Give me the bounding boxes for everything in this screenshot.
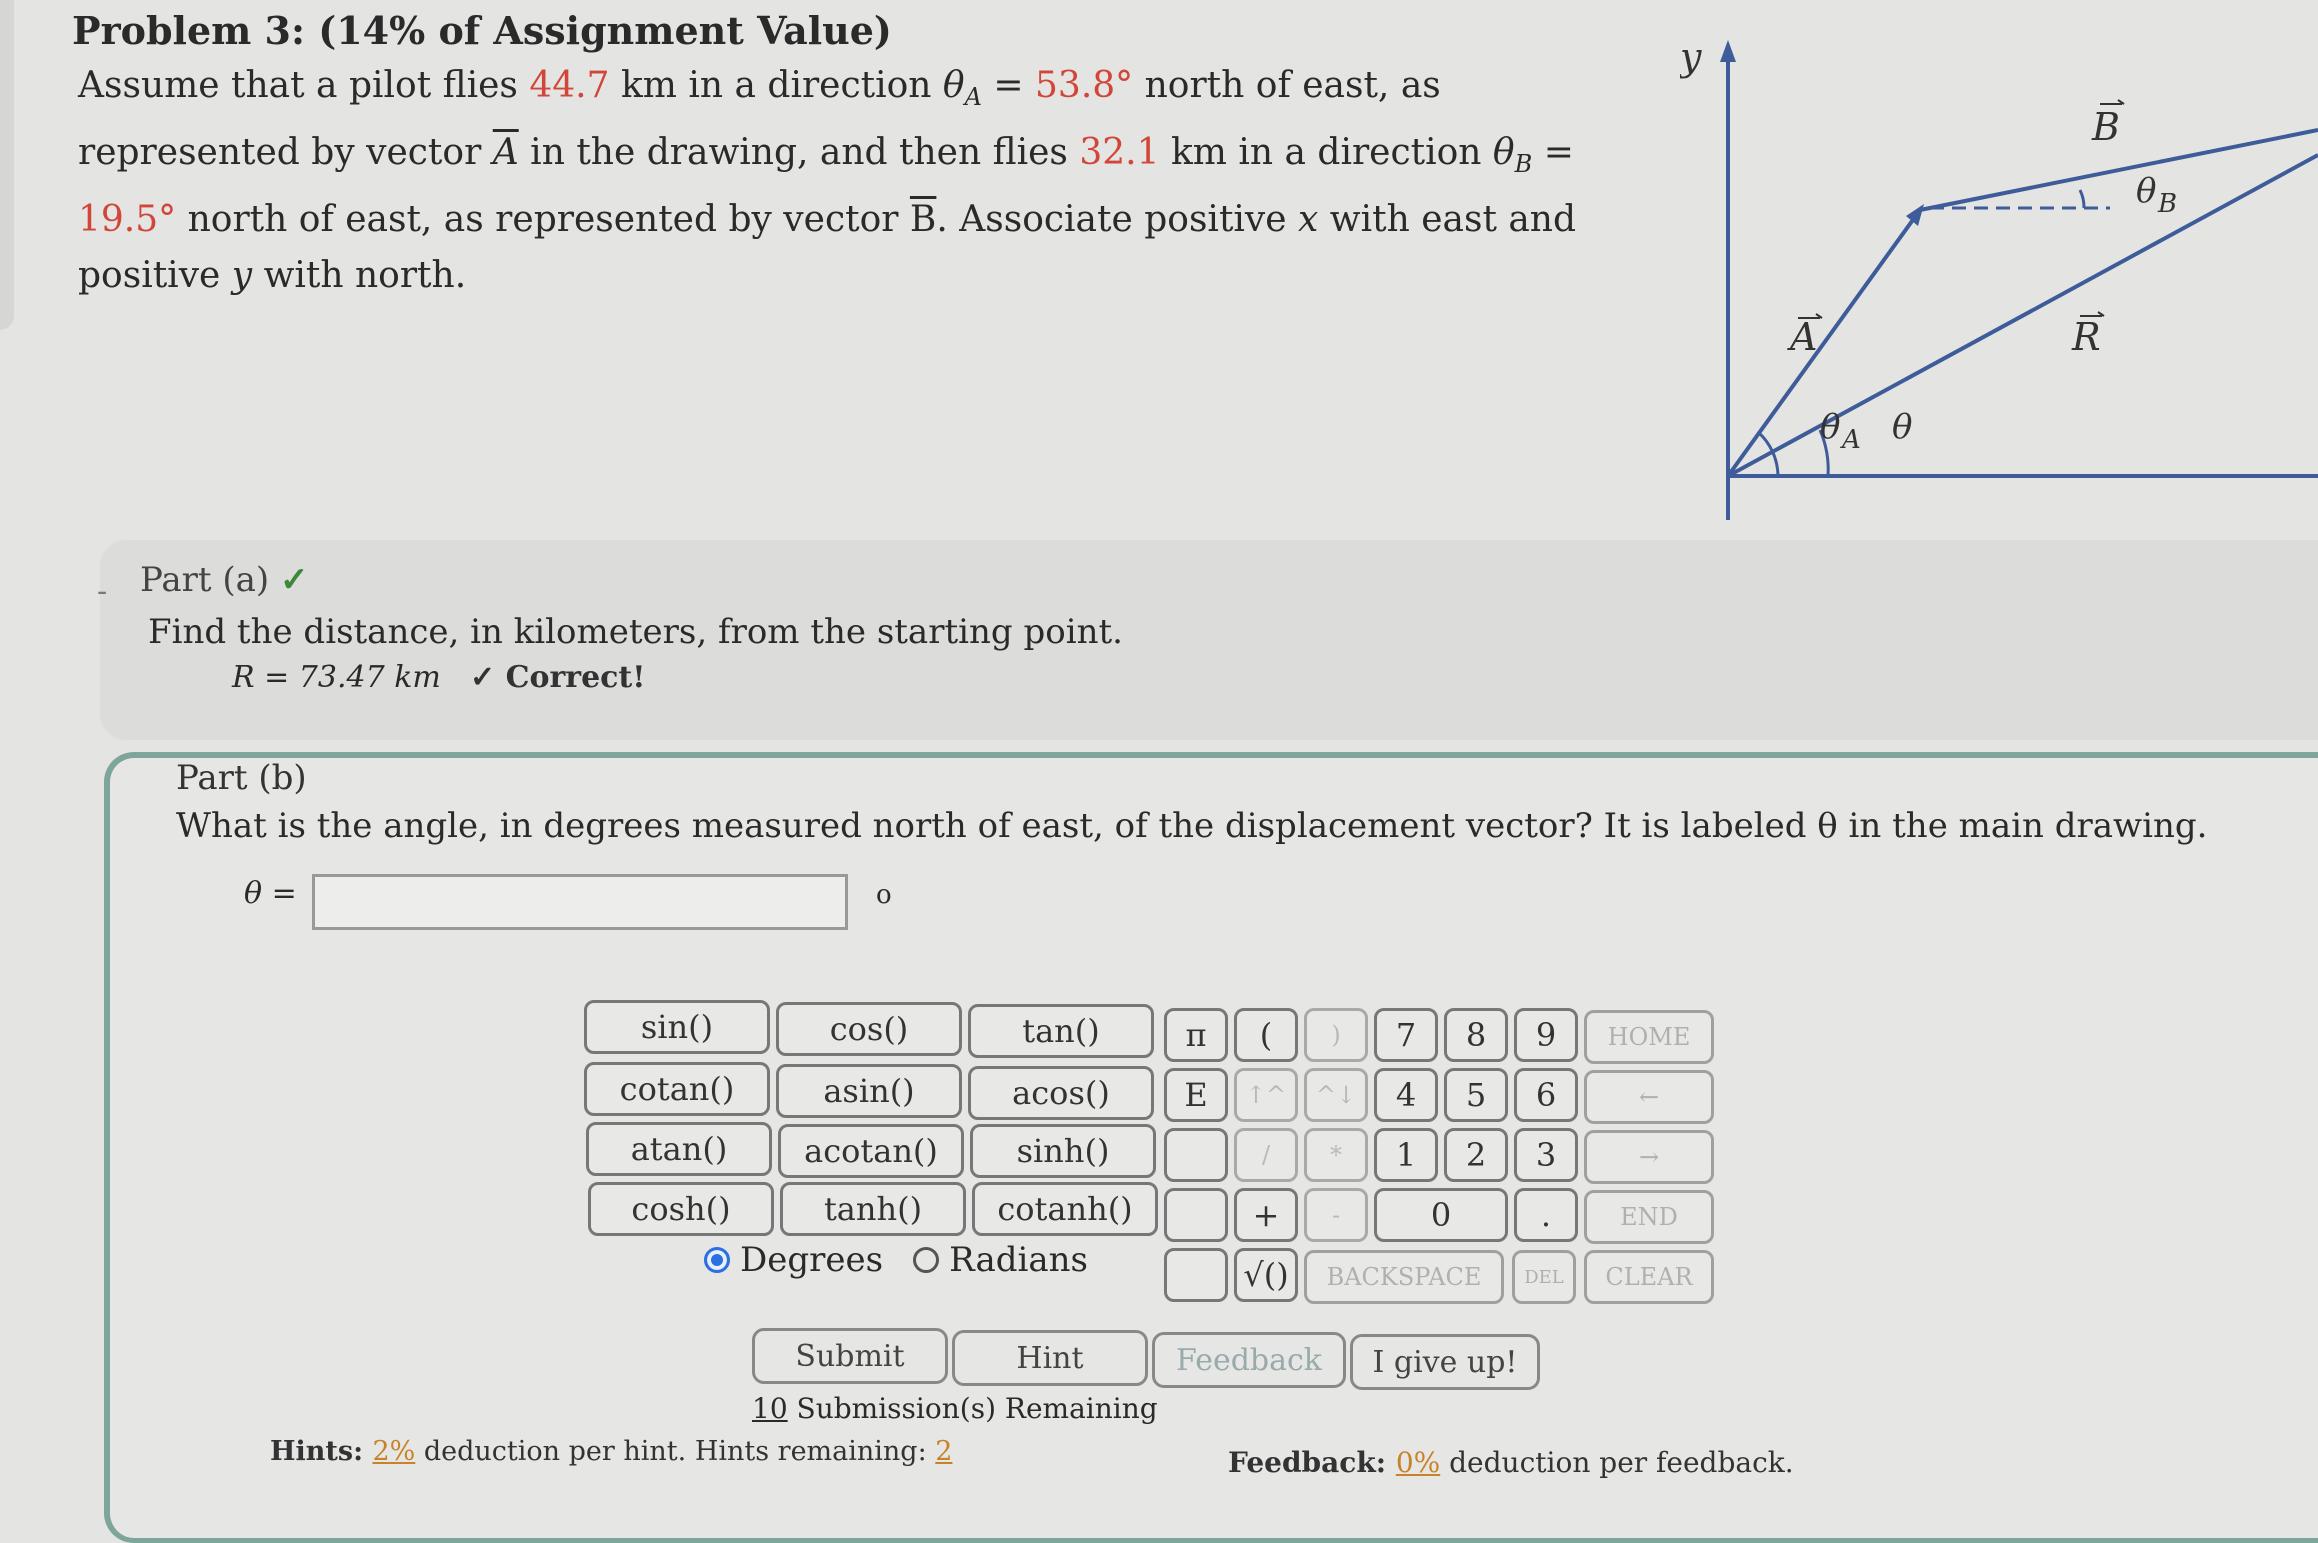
key-plus[interactable]: + — [1234, 1188, 1298, 1242]
key-home[interactable]: HOME — [1584, 1010, 1714, 1064]
key-9[interactable]: 9 — [1514, 1008, 1578, 1062]
theta-b-label: θ — [2136, 171, 2157, 211]
submit-button[interactable]: Submit — [752, 1328, 948, 1384]
key-blank-1[interactable] — [1164, 1128, 1228, 1182]
key-minus[interactable]: - — [1304, 1188, 1368, 1242]
key-3[interactable]: 3 — [1514, 1128, 1578, 1182]
key-power-down[interactable]: ^↓ — [1304, 1068, 1368, 1122]
part-a-question: Find the distance, in kilometers, from the starting point. — [148, 612, 1123, 652]
angle-mode-group — [704, 1240, 1088, 1280]
theta-b-sub: B — [2158, 189, 2178, 219]
problem-title: Problem 3: (14% of Assignment Value) — [72, 8, 892, 53]
key-4[interactable]: 4 — [1374, 1068, 1438, 1122]
key-multiply[interactable]: * — [1304, 1128, 1368, 1182]
feedback-info: Feedback: 0% deduction per feedback. — [1228, 1446, 1794, 1479]
key-cotanh[interactable]: cotanh() — [972, 1182, 1158, 1236]
theta-a-sub: A — [1842, 425, 1861, 455]
key-acotan[interactable]: acotan() — [778, 1124, 964, 1178]
check-icon: ✓ — [279, 560, 309, 600]
key-blank-2[interactable] — [1164, 1188, 1228, 1242]
key-right-arrow[interactable]: → — [1584, 1130, 1714, 1184]
radians-label[interactable]: Radians — [949, 1240, 1088, 1280]
key-pi[interactable]: π — [1164, 1008, 1228, 1062]
problem-statement: Assume that a pilot flies 44.7 km in a direction $\theta_A = 53.8^\circ$ north of east, as represented by vector $\overline{A}$ in the drawing, and then flies 32.1 km in a direction $\theta_B = 19.5^\circ$ north of east, as represented by vector $\overline{B}$. Associate positive x with east and positive y with north. — [78, 65, 1577, 297]
angle-a: 53.8° — [1035, 65, 1134, 106]
vector-b-label: B — [2092, 105, 2120, 149]
key-e[interactable]: E — [1164, 1068, 1228, 1122]
key-sqrt[interactable]: √() — [1234, 1248, 1298, 1302]
give-up-button[interactable]: I give up! — [1350, 1334, 1540, 1390]
key-blank-3[interactable] — [1164, 1248, 1228, 1302]
key-tanh[interactable]: tanh() — [780, 1182, 966, 1236]
key-lparen[interactable]: ( — [1234, 1008, 1298, 1062]
key-tan[interactable]: tan() — [968, 1004, 1154, 1058]
key-acos[interactable]: acos() — [968, 1066, 1154, 1120]
key-backspace[interactable]: BACKSPACE — [1304, 1250, 1504, 1304]
key-dot[interactable]: . — [1514, 1188, 1578, 1242]
key-cotan[interactable]: cotan() — [584, 1062, 770, 1116]
theta-b-arc — [2080, 190, 2084, 208]
distance-a: 44.7 — [529, 65, 610, 106]
key-divide[interactable]: / — [1234, 1128, 1298, 1182]
key-8[interactable]: 8 — [1444, 1008, 1508, 1062]
left-edge-panel — [0, 0, 14, 330]
vector-a-label: A — [1790, 315, 1818, 359]
vector-diagram — [1680, 20, 2318, 540]
key-sin[interactable]: sin() — [584, 1000, 770, 1054]
key-7[interactable]: 7 — [1374, 1008, 1438, 1062]
theta-label: θ — [1892, 407, 1913, 447]
part-a-collapse-toggle[interactable]: - — [97, 574, 108, 609]
key-del[interactable]: DEL — [1512, 1250, 1576, 1304]
key-end[interactable]: END — [1584, 1190, 1714, 1244]
part-b-question: What is the angle, in degrees measured north of east, of the displacement vector? It is labeled θ in the main drawing. — [176, 806, 2208, 846]
hint-button[interactable]: Hint — [952, 1330, 1148, 1386]
degrees-radio[interactable] — [704, 1247, 730, 1273]
key-5[interactable]: 5 — [1444, 1068, 1508, 1122]
y-axis-arrowhead — [1720, 40, 1736, 62]
part-a-title[interactable]: Part (a) ✓ — [140, 560, 309, 600]
key-2[interactable]: 2 — [1444, 1128, 1508, 1182]
submissions-remaining: 10 Submission(s) Remaining — [752, 1392, 1158, 1425]
key-0[interactable]: 0 — [1374, 1188, 1508, 1242]
feedback-button[interactable]: Feedback — [1152, 1332, 1346, 1388]
key-6[interactable]: 6 — [1514, 1068, 1578, 1122]
part-a-answer: R = 73.47 km — [232, 660, 441, 695]
hints-remaining: 2 — [935, 1436, 953, 1467]
y-axis-label: y — [1680, 35, 1702, 79]
answer-input[interactable] — [312, 874, 848, 930]
key-sinh[interactable]: sinh() — [970, 1124, 1156, 1178]
part-a-correct-status: ✓ Correct! — [470, 660, 646, 695]
part-b-title: Part (b) — [176, 758, 307, 798]
key-left-arrow[interactable]: ← — [1584, 1070, 1714, 1124]
theta-a-label: θ — [1820, 407, 1841, 447]
key-asin[interactable]: asin() — [776, 1064, 962, 1118]
key-cosh[interactable]: cosh() — [588, 1182, 774, 1236]
key-atan[interactable]: atan() — [586, 1122, 772, 1176]
angle-b: 19.5° — [78, 199, 177, 241]
answer-label: θ = — [244, 876, 297, 911]
hints-info: Hints: 2% deduction per hint. Hints remaining: 2 — [270, 1436, 953, 1467]
key-power-up[interactable]: ↑^ — [1234, 1068, 1298, 1122]
vector-r-label: R — [2072, 315, 2101, 359]
key-cos[interactable]: cos() — [776, 1002, 962, 1056]
key-1[interactable]: 1 — [1374, 1128, 1438, 1182]
key-clear[interactable]: CLEAR — [1584, 1250, 1714, 1304]
radians-radio[interactable] — [913, 1247, 939, 1273]
degree-unit: o — [876, 880, 892, 910]
degrees-label[interactable]: Degrees — [740, 1240, 884, 1280]
key-rparen[interactable]: ) — [1304, 1008, 1368, 1062]
distance-b: 32.1 — [1079, 132, 1160, 174]
